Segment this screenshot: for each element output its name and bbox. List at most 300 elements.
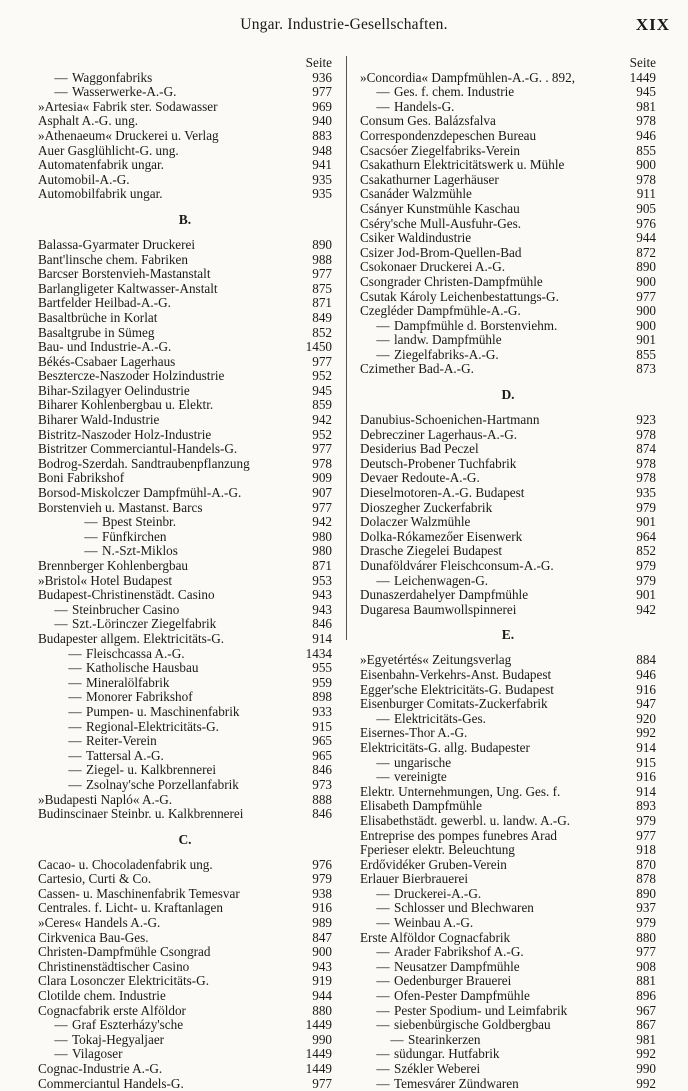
entry-name: Dieselmotoren-A.-G. Budapest — [360, 485, 525, 501]
entry-name: Automobilfabrik ungar. — [38, 186, 163, 202]
index-entry — [38, 253, 332, 268]
entry-name: Deutsch-Probener Tuchfabrik — [360, 455, 517, 471]
index-entry — [360, 741, 656, 756]
entry-name: Szt.-Lörinczer Ziegelfabrik — [72, 616, 217, 632]
index-entry — [38, 355, 332, 370]
entry-page: 881 — [636, 973, 656, 989]
entry-name: Danubius-Schoenichen-Hartmann — [360, 412, 540, 428]
index-entry — [360, 974, 656, 989]
index-entry — [360, 457, 656, 472]
entry-name: Cacao- u. Chocoladenfabrik ung. — [38, 856, 213, 872]
entry-page: 937 — [636, 900, 656, 916]
entry-name: Cognacfabrik erste Alföldor — [38, 1002, 186, 1018]
entry-page: 940 — [312, 113, 332, 129]
index-entry — [38, 1033, 332, 1048]
entry-name: Brennberger Kohlenbergbau — [38, 558, 189, 573]
entry-name: Eisenbahn-Verkehrs-Anst. Budapest — [360, 666, 552, 682]
index-entry — [360, 931, 656, 946]
entry-page: 945 — [636, 84, 656, 100]
entry-page: 979 — [636, 572, 656, 588]
index-entry — [360, 515, 656, 530]
entry-page: 915 — [312, 718, 332, 734]
entry-name: Leichenwagen-G. — [394, 572, 489, 588]
ditto-dash: — — [54, 69, 68, 85]
index-entry — [360, 217, 656, 232]
index-entry — [38, 428, 332, 443]
index-entry — [360, 989, 656, 1004]
entry-page: 849 — [312, 309, 332, 325]
index-entry — [360, 319, 656, 334]
entry-page: 1449 — [629, 69, 656, 85]
entry-page: 992 — [636, 1046, 656, 1062]
entry-page: 852 — [312, 324, 332, 340]
entry-name: Basaltgrube in Sümeg — [38, 324, 155, 340]
entry-page: 870 — [636, 856, 656, 872]
entry-page: 896 — [636, 988, 656, 1004]
entry-name: Clotilde chem. Industrie — [38, 988, 166, 1004]
index-entry — [38, 442, 332, 457]
entry-name: Christinenstädtischer Casino — [38, 958, 190, 974]
ditto-dash: — — [376, 900, 390, 916]
entry-page: 884 — [636, 652, 656, 668]
index-entry — [38, 931, 332, 946]
index-entry — [38, 187, 332, 202]
ditto-dash: — — [376, 988, 390, 1004]
entry-name: Csakathurner Lagerhäuser — [360, 171, 499, 187]
index-entry — [360, 799, 656, 814]
ditto-dash: — — [376, 84, 390, 100]
entry-name: Ges. f. chem. Industrie — [394, 84, 515, 100]
index-entry — [38, 326, 332, 341]
entry-page: 979 — [312, 871, 332, 887]
index-entry — [360, 544, 656, 559]
index-entry — [360, 428, 656, 443]
index-entry — [360, 304, 656, 319]
entry-page: 846 — [312, 616, 332, 632]
index-entry — [360, 858, 656, 873]
entry-page: 867 — [636, 1017, 656, 1033]
index-entry — [38, 398, 332, 413]
entry-name: Weinbau A.-G. — [394, 915, 474, 931]
index-entry — [38, 793, 332, 808]
entry-name: Drasche Ziegelei Budapest — [360, 543, 503, 559]
seite-heading: Seite — [629, 55, 656, 70]
entry-name: Bistritz-Naszoder Holz-Industrie — [38, 426, 212, 442]
entry-name: Neusatzer Dampfmühle — [394, 958, 520, 974]
entry-page: 942 — [312, 514, 332, 530]
index-entry — [360, 333, 656, 348]
entry-name: Dolka-Rókamezőer Eisenwerk — [360, 528, 523, 544]
entry-page: 965 — [312, 733, 332, 749]
index-entry — [38, 238, 332, 253]
index-entry — [360, 901, 656, 916]
entry-page: 942 — [312, 412, 332, 428]
index-entry — [360, 290, 656, 305]
entry-name: Erste Alföldor Cognacfabrik — [360, 929, 511, 945]
ditto-dash: — — [376, 572, 390, 588]
ditto-dash: — — [68, 762, 82, 778]
entry-name: Biharer Kohlenbergbau u. Elektr. — [38, 397, 214, 413]
index-entry — [360, 653, 656, 668]
entry-page: 935 — [312, 186, 332, 202]
index-entry — [38, 807, 332, 822]
entry-name: Bodrog-Szerdah. Sandtraubenpflanzung — [38, 455, 250, 471]
ditto-dash: — — [376, 1017, 390, 1033]
entry-name: Csutak Károly Leichenbestattungs-G. — [360, 288, 559, 304]
index-entry — [360, 916, 656, 931]
entry-page: 873 — [636, 361, 656, 377]
entry-page: 944 — [636, 230, 656, 246]
index-entry — [38, 1062, 332, 1077]
entry-page: 976 — [312, 856, 332, 872]
index-entry — [38, 749, 332, 764]
entry-name: Pester Spodium- und Leimfabrik — [394, 1002, 568, 1018]
index-entry — [38, 588, 332, 603]
index-entry — [360, 756, 656, 771]
entry-page: 979 — [636, 558, 656, 573]
entry-name: Desiderius Bad Peczel — [360, 441, 479, 457]
entry-name: Besztercze-Naszoder Holzindustrie — [38, 368, 225, 384]
entry-page: 978 — [636, 113, 656, 129]
index-entry — [38, 778, 332, 793]
entry-name: Automatenfabrik ungar. — [38, 157, 164, 173]
entry-name: Budapester allgem. Elektricitäts-G. — [38, 630, 225, 646]
entry-name: Ziegel- u. Kalkbrennerei — [86, 762, 216, 778]
index-entry — [38, 603, 332, 618]
entry-name: »Egyetértés« Zeitungsverlag — [360, 652, 512, 668]
index-entry — [38, 1004, 332, 1019]
entry-page: 919 — [312, 973, 332, 989]
index-entry — [38, 887, 332, 902]
entry-name: Consum Ges. Balázsfalva — [360, 113, 496, 129]
entry-page: 914 — [312, 630, 332, 646]
index-entry — [360, 114, 656, 129]
index-entry — [360, 442, 656, 457]
entry-name: Boni Fabrikshof — [38, 470, 125, 486]
entry-page: 977 — [312, 1075, 332, 1091]
index-entry — [360, 1062, 656, 1077]
entry-page: 908 — [636, 958, 656, 974]
entry-name: Oedenburger Brauerei — [394, 973, 512, 989]
entry-name: Katholische Hausbau — [86, 660, 199, 676]
entry-page: 979 — [636, 812, 656, 828]
section-letter: B. — [178, 211, 192, 227]
index-entry — [38, 369, 332, 384]
entry-name: Temesvárer Zündwaren — [394, 1075, 519, 1091]
ditto-dash: — — [84, 514, 98, 530]
entry-page: 992 — [636, 1075, 656, 1091]
entry-name: Borsod-Miskolczer Dampfmühl-A.-G. — [38, 485, 242, 501]
running-title: Ungar. Industrie-Gesellschaften. — [240, 16, 448, 33]
index-entry — [360, 726, 656, 741]
entry-page: 852 — [636, 543, 656, 559]
index-entry — [38, 945, 332, 960]
entry-name: Czimether Bad-A.-G. — [360, 361, 474, 377]
entry-page: 916 — [636, 681, 656, 697]
entry-page: 855 — [636, 142, 656, 158]
entry-name: Asphalt A.-G. ung. — [38, 113, 139, 129]
index-entry — [38, 989, 332, 1004]
entry-page: 900 — [312, 944, 332, 960]
ditto-dash: — — [68, 674, 82, 690]
entry-name: Barcser Borstenvieh-Mastanstalt — [38, 266, 211, 282]
entry-name: Cirkvenica Bau-Ges. — [38, 929, 149, 945]
ditto-dash: — — [376, 710, 390, 726]
entry-page: 977 — [312, 266, 332, 282]
entry-page: 900 — [636, 317, 656, 333]
ditto-dash: — — [376, 958, 390, 974]
ditto-dash: — — [68, 703, 82, 719]
entry-page: 979 — [636, 499, 656, 515]
entry-name: Entreprise des pompes funebres Arad — [360, 827, 558, 843]
entry-name: »Ceres« Handels A.-G. — [38, 915, 161, 931]
entry-name: Druckerei-A.-G. — [394, 885, 482, 901]
entry-page: 936 — [312, 69, 332, 85]
index-entry — [38, 647, 332, 662]
entry-page: 880 — [636, 929, 656, 945]
ditto-dash: — — [68, 733, 82, 749]
entry-page: 890 — [636, 259, 656, 275]
index-entry — [360, 945, 656, 960]
entry-name: Csokonaer Druckerei A.-G. — [360, 259, 506, 275]
page-header — [0, 16, 688, 38]
entry-page: 933 — [312, 703, 332, 719]
ditto-dash: — — [390, 1031, 404, 1047]
entry-name: Basaltbrüche in Korlat — [38, 309, 158, 325]
ditto-dash: — — [376, 317, 390, 333]
ditto-dash: — — [84, 528, 98, 544]
index-entry — [360, 603, 656, 618]
index-entry — [38, 974, 332, 989]
entry-page: 977 — [312, 441, 332, 457]
index-entry — [360, 100, 656, 115]
entry-page: 978 — [636, 171, 656, 187]
entry-page: 979 — [636, 915, 656, 931]
entry-page: 890 — [636, 885, 656, 901]
entry-page: 978 — [312, 455, 332, 471]
entry-name: Christen-Dampfmühle Csongrad — [38, 944, 211, 960]
index-entry — [38, 1077, 332, 1091]
index-entry — [38, 661, 332, 676]
entry-name: Csakathurn Elektricitätswerk u. Mühle — [360, 157, 565, 173]
entry-page: 1450 — [305, 339, 332, 355]
entry-page: 981 — [636, 1031, 656, 1047]
entry-page: 878 — [636, 871, 656, 887]
entry-page: 959 — [312, 674, 332, 690]
entry-page: 938 — [312, 885, 332, 901]
index-entry — [360, 530, 656, 545]
entry-page: 901 — [636, 332, 656, 348]
entry-page: 942 — [636, 601, 656, 617]
ditto-dash: — — [54, 1017, 68, 1033]
entry-name: Fleischcassa A.-G. — [86, 645, 185, 661]
entry-page: 978 — [636, 455, 656, 471]
index-entry — [38, 413, 332, 428]
entry-name: Correspondenzdepeschen Bureau — [360, 127, 537, 143]
entry-name: Erlauer Bierbrauerei — [360, 871, 468, 887]
entry-name: Elisabethstädt. gewerbl. u. landw. A.-G. — [360, 812, 571, 828]
ditto-dash: — — [68, 689, 82, 705]
entry-name: Schlosser und Blechwaren — [394, 900, 534, 916]
entry-page: 977 — [636, 288, 656, 304]
index-entry — [38, 71, 332, 86]
index-entry — [38, 340, 332, 355]
index-entry — [38, 916, 332, 931]
index-entry — [38, 617, 332, 632]
index-entry — [38, 384, 332, 399]
index-entry — [38, 515, 332, 530]
index-entry — [360, 202, 656, 217]
index-entry — [360, 348, 656, 363]
index-entry — [38, 114, 332, 129]
entry-page: 981 — [636, 98, 656, 114]
entry-name: Handels-G. — [394, 98, 455, 114]
index-entry — [360, 1033, 656, 1048]
entry-name: Dunaszerdahelyer Dampfmühle — [360, 587, 529, 603]
index-entry — [360, 574, 656, 589]
entry-name: Ziegelfabriks-A.-G. — [394, 346, 499, 362]
entry-name: Regional-Elektricitäts-G. — [86, 718, 219, 734]
index-entry — [360, 712, 656, 727]
entry-name: Békés-Csabaer Lagerhaus — [38, 353, 176, 369]
entry-page: 977 — [312, 84, 332, 100]
index-entry — [360, 770, 656, 785]
entry-name: Cartesio, Curti & Co. — [38, 871, 152, 887]
entry-page: 880 — [312, 1002, 332, 1018]
right-column — [360, 56, 656, 1091]
entry-page: 893 — [636, 798, 656, 814]
index-entry — [360, 829, 656, 844]
entry-page: 900 — [636, 303, 656, 319]
index-entry — [38, 158, 332, 173]
ditto-dash: — — [54, 616, 68, 632]
entry-page: 916 — [312, 900, 332, 916]
index-entry — [360, 785, 656, 800]
entry-name: »Bristol« Hotel Budapest — [38, 572, 173, 588]
entry-page: 988 — [312, 251, 332, 267]
index-entry — [38, 530, 332, 545]
ditto-dash: — — [376, 944, 390, 960]
entry-page: 914 — [636, 783, 656, 799]
ditto-dash: — — [54, 84, 68, 100]
entry-page: 990 — [636, 1061, 656, 1076]
entry-page: 907 — [312, 485, 332, 501]
entry-name: Csongrader Christen-Dampfmühle — [360, 273, 543, 289]
entry-name: »Concordia« Dampfmühlen-A.-G. . 892, — [360, 69, 575, 85]
entry-name: Fperieser elektr. Beleuchtung — [360, 842, 515, 858]
entry-page: 989 — [312, 915, 332, 931]
entry-name: Székler Weberei — [394, 1061, 481, 1076]
entry-name: Ofen-Pester Dampfmühle — [394, 988, 530, 1004]
entry-page: 855 — [636, 346, 656, 362]
entry-name: Eisernes-Thor A.-G. — [360, 725, 468, 741]
index-entry — [38, 960, 332, 975]
ditto-dash: — — [376, 1061, 390, 1076]
entry-page: 977 — [636, 827, 656, 843]
entry-name: Tattersal A.-G. — [86, 747, 164, 763]
entry-page: 941 — [312, 157, 332, 173]
entry-name: Budinscinaer Steinbr. u. Kalkbrennerei — [38, 806, 244, 822]
index-entry — [38, 501, 332, 516]
entry-page: 1434 — [305, 645, 332, 661]
entry-page: 918 — [636, 842, 656, 858]
entry-name: Elisabeth Dampfmühle — [360, 798, 482, 814]
ditto-dash: — — [376, 1075, 390, 1091]
entry-page: 859 — [312, 397, 332, 413]
index-entry — [360, 486, 656, 501]
ditto-dash: — — [68, 645, 82, 661]
index-entry — [360, 683, 656, 698]
index-entry — [38, 173, 332, 188]
ditto-dash: — — [376, 1002, 390, 1018]
entry-page: 900 — [636, 273, 656, 289]
entry-name: Cséry'sche Mull-Ausfuhr-Ges. — [360, 215, 522, 231]
entry-page: 890 — [312, 236, 332, 252]
entry-page: 953 — [312, 572, 332, 588]
entry-page: 973 — [312, 776, 332, 792]
index-entry — [360, 843, 656, 858]
entry-name: Dugaresa Baumwollspinnerei — [360, 601, 517, 617]
index-entry — [38, 559, 332, 574]
entry-name: Tokaj-Hegyaljaer — [72, 1031, 165, 1047]
ditto-dash: — — [68, 718, 82, 734]
index-entry — [38, 144, 332, 159]
entry-name: Bpest Steinbr. — [102, 514, 176, 530]
index-entry — [38, 471, 332, 486]
entry-page: 964 — [636, 528, 656, 544]
entry-name: Borstenvieh u. Mastanst. Barcs — [38, 499, 203, 515]
entry-page: 945 — [312, 382, 332, 398]
entry-name: Auer Gasglühlicht-G. ung. — [38, 142, 179, 158]
ditto-dash: — — [68, 776, 82, 792]
entry-name: Dunaföldvárer Fleischconsum-A.-G. — [360, 558, 554, 573]
entry-name: vereinigte — [394, 769, 447, 785]
index-entry — [38, 282, 332, 297]
index-entry — [38, 129, 332, 144]
entry-name: Bant'linsche chem. Fabriken — [38, 251, 188, 267]
entry-page: 965 — [312, 747, 332, 763]
index-entry — [38, 486, 332, 501]
entry-page: 905 — [636, 200, 656, 216]
entry-name: südungar. Hutfabrik — [394, 1046, 500, 1062]
index-entry — [38, 872, 332, 887]
index-entry — [360, 275, 656, 290]
entry-name: Fünfkirchen — [102, 528, 167, 544]
index-entry — [360, 887, 656, 902]
ditto-dash: — — [84, 543, 98, 559]
entry-name: landw. Dampfmühle — [394, 332, 502, 348]
entry-page: 901 — [636, 587, 656, 603]
index-entry — [360, 1004, 656, 1019]
ditto-dash: — — [68, 747, 82, 763]
index-entry — [38, 457, 332, 472]
index-entry — [38, 311, 332, 326]
entry-page: 846 — [312, 762, 332, 778]
entry-name: Steinbrucher Casino — [72, 601, 180, 617]
index-entry — [38, 85, 332, 100]
entry-name: Waggonfabriks — [72, 69, 153, 85]
index-entry — [360, 85, 656, 100]
entry-page: 955 — [312, 660, 332, 676]
entry-name: ungarische — [394, 754, 452, 770]
index-entry — [360, 668, 656, 683]
entry-page: 846 — [312, 806, 332, 822]
entry-page: 943 — [312, 601, 332, 617]
entry-page: 898 — [312, 689, 332, 705]
entry-page: 946 — [636, 127, 656, 143]
index-entry — [360, 231, 656, 246]
index-entry — [360, 697, 656, 712]
